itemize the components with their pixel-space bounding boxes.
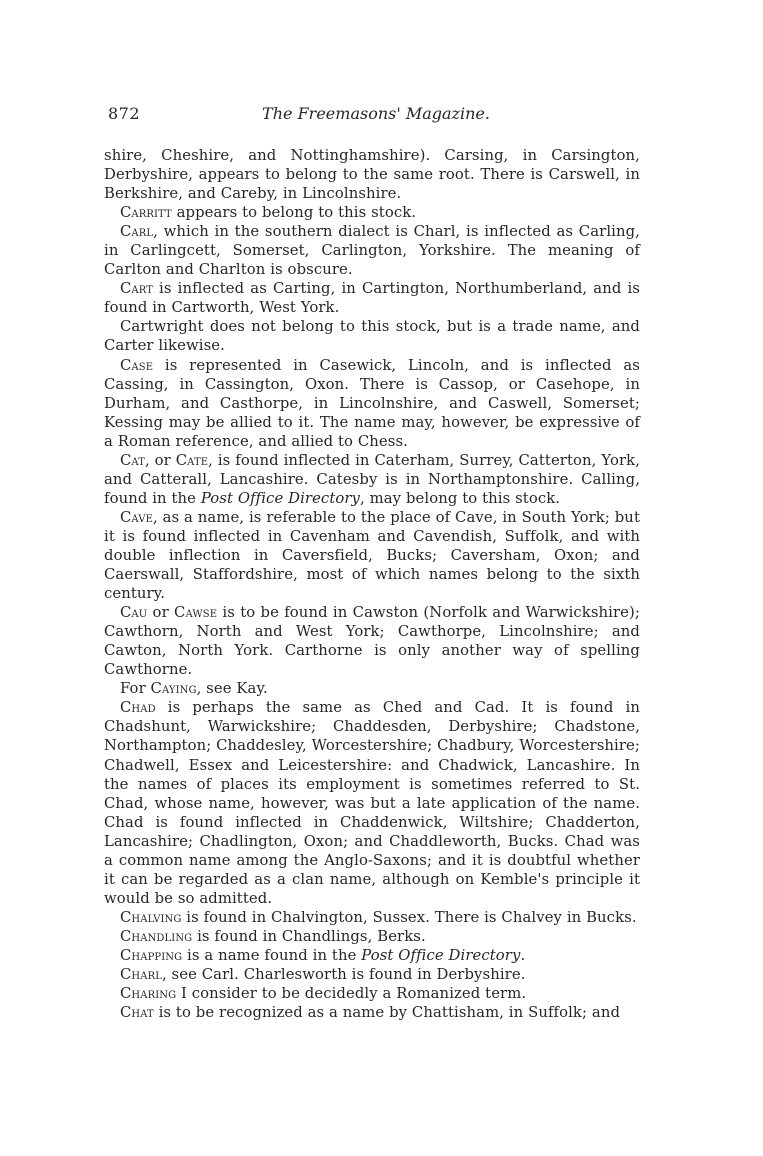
- article-body: [104, 146, 640, 1022]
- paragraph: [104, 984, 640, 1003]
- paragraph: [104, 317, 640, 355]
- headword: Charl: [120, 966, 162, 984]
- headword: Carl: [120, 223, 154, 241]
- text-run: , which in the southern dialect is Charl, is inflected as Carling, in Carlingcett, Somerset, Carlington, Yorkshire. The meaning of Carlton and Charlton is obscure.: [104, 223, 640, 279]
- text-run: is represented in Casewick, Lincoln, and is inflected as Cassing, in Cassington, Oxon. There is Cassop, or Casehope, in Durham, and Casthorpe, in Lincolnshire, and Caswell, Somerset; Kessing may be allied to it. The name may, however, be expressive of a Roman reference, and allied to Chess.: [104, 356, 640, 450]
- paragraph: [104, 279, 640, 317]
- text-run: I consider to be decidedly a Romanized term.: [176, 985, 527, 1003]
- headword: Chapping: [120, 946, 183, 964]
- text-run: is inflected as Carting, in Cartington, Northumberland, and is found in Cartworth, West York.: [104, 280, 640, 317]
- page-header: [108, 104, 644, 132]
- paragraph: [104, 203, 640, 222]
- paragraph: [104, 698, 640, 908]
- headword: Cave: [120, 508, 153, 526]
- italic-text: Post Office Directory: [200, 489, 361, 507]
- headword: Cat: [120, 451, 145, 469]
- paragraph: [104, 908, 640, 927]
- headword: Chat: [120, 1004, 154, 1022]
- paragraph: [104, 508, 640, 603]
- paragraph: [104, 965, 640, 984]
- paragraph: [104, 146, 640, 203]
- headword: Chad: [120, 699, 156, 717]
- text-run: , as a name, is referable to the place of Cave, in South York; but it is found inflected in Cavenham and Cavendish, Suffolk, and with double inflection in Caversfield, Bucks; Caversham, Oxon; and Caerswall, Staffordshire, most of which names belong to the sixth century.: [104, 508, 640, 603]
- text-run: is a name found in the: [182, 946, 362, 964]
- paragraph: [104, 946, 640, 965]
- text-run: Cartwright does not belong to this stock, but is a trade name, and Carter likewise.: [104, 318, 640, 355]
- headword: Caying: [150, 680, 197, 698]
- text-run: , see Kay.: [196, 680, 268, 698]
- paragraph: [104, 927, 640, 946]
- text-run: , is found inflected in Caterham, Surrey, Catterton, York, and Catterall, Lancashire. Catesby is in Northamptonshire. Calling, found in the: [104, 451, 641, 507]
- headword: Chandling: [120, 927, 193, 945]
- page-number: 872: [108, 104, 141, 123]
- headword: Charing: [120, 985, 177, 1003]
- text-run: , see Carl. Charlesworth is found in Derbyshire.: [161, 966, 526, 984]
- paragraph: [104, 222, 640, 279]
- paragraph: [104, 603, 640, 679]
- headword: Cau: [120, 604, 148, 622]
- paragraph: [104, 356, 640, 451]
- text-run: is found in Chandlings, Berks.: [192, 927, 426, 945]
- headword: Cate: [175, 451, 209, 469]
- paragraph: [104, 679, 640, 698]
- headword: Case: [120, 356, 154, 374]
- headword: Cart: [120, 280, 153, 298]
- headword: Chalving: [120, 908, 182, 926]
- text-run: is perhaps the same as Ched and Cad. It is found in Chadshunt, Warwickshire; Chaddesden, Derbyshire; Chadstone, Northampton; Chaddesley, Worcestershire; Chadbury, Worcestershire; Chadwell, Essex and Leicestershire: and Chadwick, Lancashire. In the names of places its employment is sometimes referred to St. Chad, whose name, however, was but a late application of the name. Chad is found inflected in Chaddenwick, Wiltshire; Chadderton, Lancashire; Chadlington, Oxon; and Chaddleworth, Bucks. Chad was a common name among the Anglo-Saxons; and it is doubtful whether it can be regarded as a clan name, although on Kemble's principle it would be so admitted.: [104, 699, 640, 907]
- paragraph: [104, 451, 640, 508]
- text-run: shire, Cheshire, and Nottinghamshire). Carsing, in Carsington, Derbyshire, appears to belong to the same root. There is Carswell, in Berkshire, and Careby, in Lincolnshire.: [104, 147, 640, 203]
- text-run: or: [147, 604, 175, 622]
- text-run: , may belong to this stock.: [360, 489, 561, 507]
- running-title: The Freemasons' Magazine.: [262, 104, 490, 123]
- paragraph: [104, 1003, 640, 1022]
- text-run: is to be recognized as a name by Chattisham, in Suffolk; and: [153, 1004, 621, 1022]
- text-run: , or: [144, 451, 176, 469]
- text-run: is to be found in Cawston (Norfolk and Warwickshire); Cawthorn, North and West York; Cawthorpe, Lincolnshire; and Cawton, North York. Carthorne is only another way of spelling Cawthorne.: [104, 604, 640, 679]
- headword: Cawse: [174, 604, 218, 622]
- text-run: .: [520, 946, 526, 964]
- text-run: appears to belong to this stock.: [171, 204, 417, 222]
- text-run: For: [120, 680, 151, 698]
- text-run: is found in Chalvington, Sussex. There is Chalvey in Bucks.: [181, 908, 637, 926]
- italic-text: Post Office Directory: [361, 946, 521, 964]
- headword: Carritt: [120, 204, 172, 222]
